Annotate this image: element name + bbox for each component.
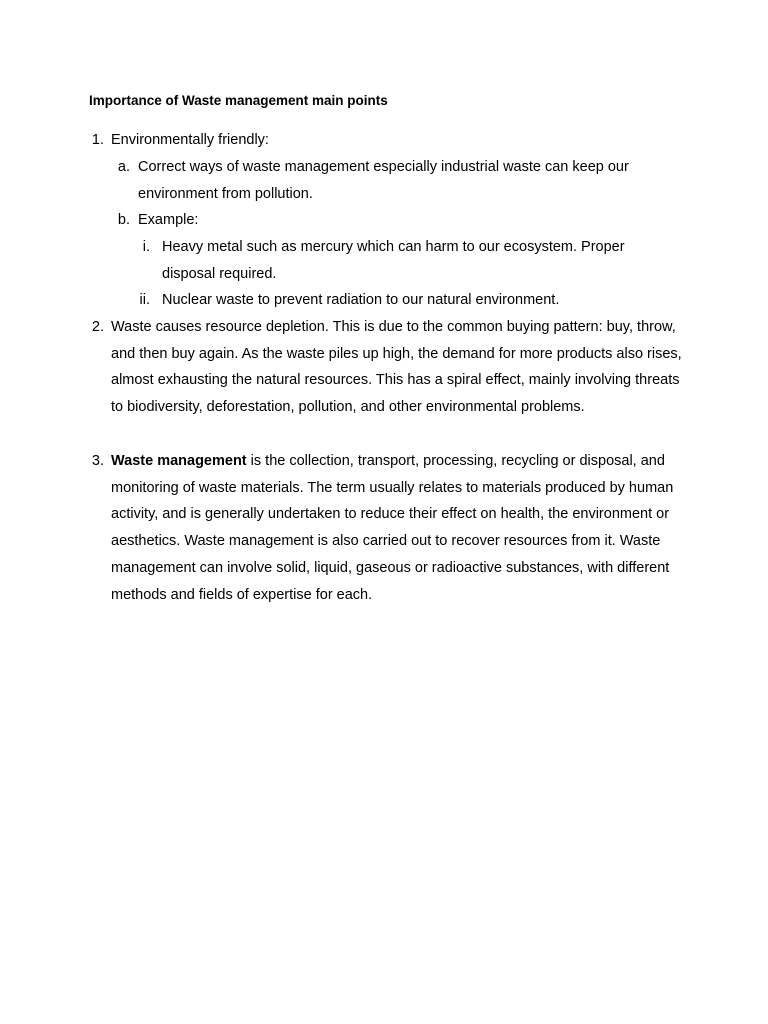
list-marker-2: 2. <box>91 319 104 335</box>
list-item-1b-text: Example: <box>138 212 199 228</box>
list-item-3-rest: is the collection, transport, processing, recycling or disposal, and monitoring of waste materials. The term usually relates to materials produced by human activity, and is generally undertaken to reduce their effect on health, the environment or aesthetics. Waste management is also carried out to recover resources from it. Waste management can involve solid, liquid, gaseous or radioactive substances, with different methods and fields of expertise for each. <box>111 453 674 603</box>
list-item-2-text: Waste causes resource depletion. This is due to the common buying pattern: buy, throw, and then buy again. As the waste piles up high, the demand for more products also rises, almost exhausting the natural resources. This has a spiral effect, mainly involving threats to biodiversity, deforestation, pollution, and other environmental problems. <box>111 319 682 416</box>
list-marker-1a: a. <box>117 159 130 175</box>
list-marker-1bi: i. <box>142 239 150 255</box>
list-marker-1b: b. <box>117 212 130 228</box>
list-item-3-bold-lead: Waste management <box>111 453 247 469</box>
list-marker-1: 1. <box>91 132 104 148</box>
list-item-3-text <box>111 448 695 608</box>
list-marker-3: 3. <box>91 453 104 469</box>
list-item-1bii-text: Nuclear waste to prevent radiation to our natural environment. <box>162 292 560 308</box>
list-item-1-text: Environmentally friendly: <box>111 132 269 148</box>
list-item-1a-text: Correct ways of waste management especially industrial waste can keep our environment from pollution. <box>138 159 629 202</box>
list-item-1bi-text: Heavy metal such as mercury which can harm to our ecosystem. Proper disposal required. <box>162 239 625 282</box>
list-marker-1bii: ii. <box>139 292 150 308</box>
document-title: Importance of Waste management main points <box>89 93 388 108</box>
